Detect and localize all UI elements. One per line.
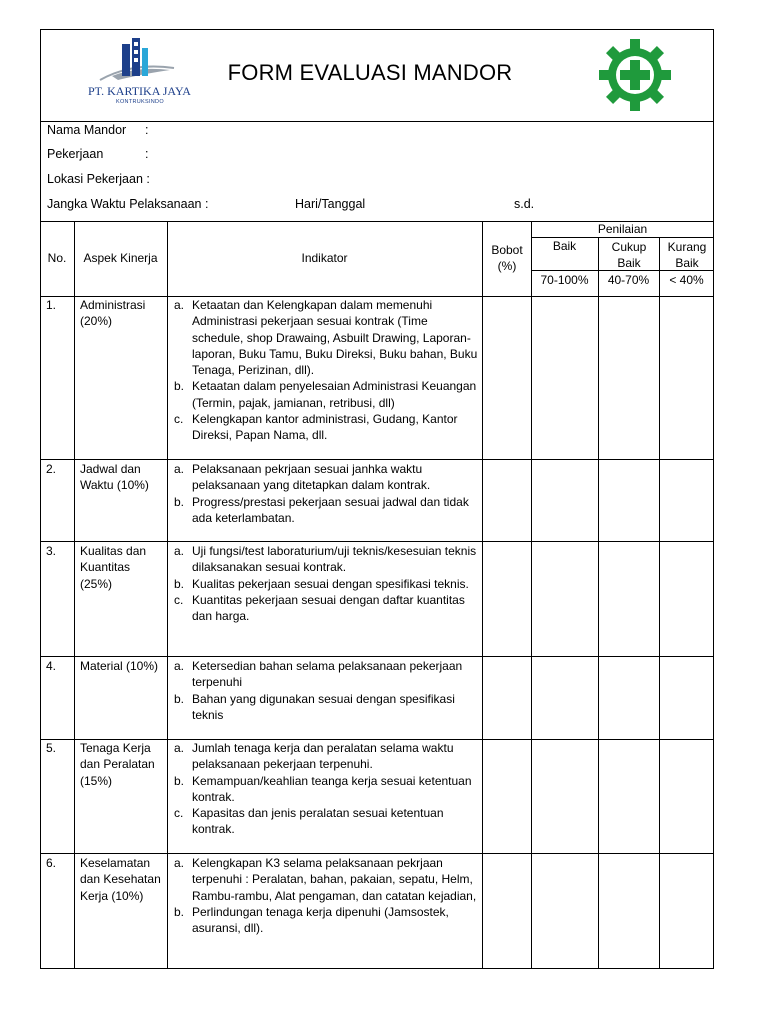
col-divider [74,221,75,969]
penilaian-divider [531,237,714,238]
indicator-item: c. Kelengkapan kantor administrasi, Gudang, Kantor Direksi, Papan Nama, dll. [174,412,458,443]
row-2-indicators [174,461,480,526]
col-header-no: No. [47,251,67,265]
indicator-item: b. Progress/prestasi pekerjaan sesuai jadwal dan tidak ada keterlambatan. [174,494,469,525]
col-divider [482,221,483,969]
field-sd-label: s.d. [514,197,535,211]
row-6-no: 6. [46,856,57,870]
row-divider [40,853,714,854]
row-6-indicators [174,855,480,936]
indicator-item: a. Pelaksanaan pekrjaan sesuai janhka waktu pelaksanaan yang ditetapkan dalam kontrak. [174,462,431,493]
form-title: FORM EVALUASI MANDOR [227,60,513,85]
row-4-no: 4. [46,659,57,673]
row-3-indicators [174,543,480,624]
range-baik: 70-100% [540,273,589,287]
indicator-item: b. Kualitas pekerjaan sesuai dengan spesifikasi teknis. [174,576,469,591]
row-1-indicators [174,297,480,444]
indicator-item: b. Ketaatan dalam penyelesaian Administrasi Keuangan (Termin, pajak, jamianan, retribusi, dll) [174,379,477,410]
header-divider [40,121,714,122]
col-header-kurang: Kurang Baik [667,240,707,270]
row-3-no: 3. [46,544,57,558]
row-6-aspek: Keselamatan dan Kesehatan Kerja (10%) [80,856,161,903]
field-pekerjaan-colon: : [145,147,149,161]
indicator-item: a. Jumlah tenaga kerja dan peralatan selama waktu pelaksanaan pekerjaan terpenuhi. [174,741,454,772]
row-5-no: 5. [46,741,57,755]
row-4-indicators [174,658,480,723]
col-header-baik: Baik [552,239,577,253]
range-cukup: 40-70% [607,273,650,287]
safety-gear-cross-icon [598,38,672,112]
row-2-aspek: Jadwal dan Waktu (10%) [80,462,149,493]
company-name: PT. KARTIKA JAYA [88,84,191,98]
indicator-item: a. Kelengkapan K3 selama pelaksanaan pekrjaan terpenuhi : Peralatan, bahan, pakaian, sepatu, Helm, Rambu-rambu, Alat pengaman, dan catatan kejadian, [174,856,477,903]
row-1-aspek: Administrasi (20%) [80,298,146,329]
range-kurang: < 40% [669,273,704,287]
row-2-no: 2. [46,462,57,476]
field-jangka-waktu-label: Jangka Waktu Pelaksanaan : [47,197,209,211]
company-subtitle: KONTRUKSINDO [116,99,164,105]
indicator-item: c. Kapasitas dan jenis peralatan sesuai ketentuan kontrak. [174,806,444,837]
col-header-cukup: Cukup Baik [611,240,647,270]
col-header-indikator: Indikator [301,251,348,265]
col-divider [659,237,660,969]
col-divider [531,221,532,969]
indicator-item: b. Kemampuan/keahlian teanga kerja sesuai ketentuan kontrak. [174,773,472,804]
field-hari-tanggal-label: Hari/Tanggal [295,197,366,211]
col-header-aspek: Aspek Kinerja [83,251,158,265]
indicator-item: a. Ketersedian bahan selama pelaksanaan pekerjaan terpenuhi [174,659,463,690]
row-4-aspek: Material (10%) [80,659,159,673]
k3-logo [598,38,672,112]
row-divider [40,541,714,542]
row-5-aspek: Tenaga Kerja dan Peralatan (15%) [80,741,155,788]
field-nama-mandor-colon: : [145,123,149,137]
row-5-indicators [174,740,480,838]
col-header-penilaian: Penilaian [597,222,648,236]
indicator-item: a. Ketaatan dan Kelengkapan dalam memenuhi Administrasi pekerjaan sesuai kontrak (Time schedule, shop Drawaing, Asbuilt Drawing, Laporan-laporan, Buku Tamu, Buku Direksi, Buku bahan, Buku Tenaga, Perizinan, dll). [174,298,478,378]
row-1-no: 1. [46,298,57,312]
indicator-item: a. Uji fungsi/test laboraturium/uji teknis/kesesuian teknis dilaksanakan sesuai kontrak. [174,544,477,575]
indicator-item: b. Perlindungan tenaga kerja dipenuhi (Jamsostek, asuransi, dll). [174,904,449,936]
field-pekerjaan-label: Pekerjaan [47,147,104,161]
col-divider [167,221,168,969]
indicator-item: b. Bahan yang digunakan sesuai dengan spesifikasi teknis [174,691,455,722]
row-divider [40,459,714,460]
col-header-bobot: Bobot (%) [491,243,523,273]
field-nama-mandor-label: Nama Mandor [47,123,127,137]
col-divider [598,237,599,969]
field-lokasi-label: Lokasi Pekerjaan : [47,172,150,186]
indicator-item: c. Kuantitas pekerjaan sesuai dengan daftar kuantitas dan harga. [174,592,465,624]
row-3-aspek: Kualitas dan Kuantitas (25%) [80,544,147,591]
row-divider [40,656,714,657]
